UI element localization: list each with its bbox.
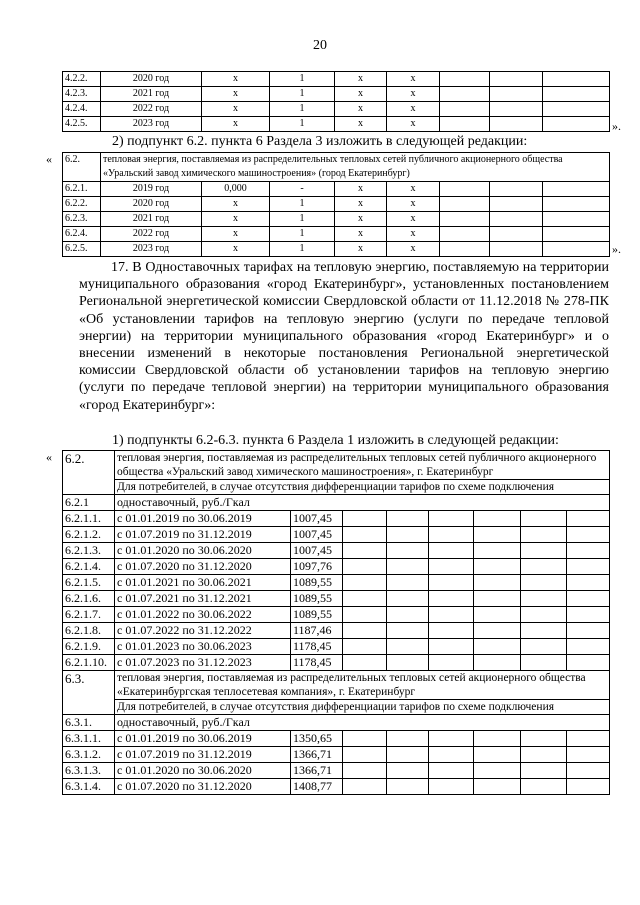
cell-num: 6.2.1.10. — [63, 655, 115, 671]
table-b-header-num: 6.2. — [63, 153, 101, 182]
cell-year: 2023 год — [101, 242, 202, 257]
cell-empty — [567, 655, 610, 671]
table-row — [63, 639, 610, 655]
cell-empty — [490, 87, 543, 102]
cell-period: с 01.01.2021 по 30.06.2021 — [115, 575, 291, 591]
cell-c1: 0,000 — [202, 182, 270, 197]
section-num: 6.3. — [63, 671, 115, 715]
cell-c2: 1 — [270, 87, 335, 102]
cell-empty — [343, 511, 387, 527]
cell-empty — [490, 242, 543, 257]
cell-empty — [543, 197, 610, 212]
cell-c2: 1 — [270, 117, 335, 132]
cell-empty — [387, 623, 429, 639]
table-row — [63, 182, 610, 197]
cell-empty — [567, 779, 610, 795]
cell-num: 6.2.1.9. — [63, 639, 115, 655]
table-row — [63, 242, 610, 257]
cell-empty — [429, 511, 474, 527]
cell-empty — [521, 527, 567, 543]
section-title: тепловая энергия, поставляемая из распределительных тепловых сетей публичного акционерного общества «Уральский завод химического машиностроения», г. Екатеринбург — [115, 451, 610, 480]
cell-empty — [543, 102, 610, 117]
cell-empty — [343, 607, 387, 623]
cell-c4: x — [387, 212, 440, 227]
cell-c2: 1 — [270, 197, 335, 212]
cell-empty — [387, 575, 429, 591]
cell-empty — [387, 747, 429, 763]
table-row — [63, 655, 610, 671]
cell-empty — [429, 527, 474, 543]
paragraph-17-text: 17. В Одноставочных тарифах на тепловую энергию, поставляемую на территории муниципального образования «город Екатеринбург», установленных постановлением Региональной энергетической комиссии Свердловской области от 11.12.2018 № 278-ПК «Об установлении тарифов на тепловую энергию (услуги по передаче тепловой энергии) на территории муниципального образования «город Екатеринбург» и о внесении изменений в некоторые постановления Региональной энергетической комиссии Свердловской области об установлении тарифов на тепловую энергию (услуги по передаче тепловой энергии) на территории муниципального образования «город Екатеринбург»: — [79, 260, 609, 413]
cell-num: 6.3.1.3. — [63, 763, 115, 779]
cell-num: 6.2.1.3. — [63, 543, 115, 559]
cell-empty — [343, 639, 387, 655]
cell-c2: - — [270, 182, 335, 197]
cell-value: 1366,71 — [291, 747, 343, 763]
cell-empty — [543, 87, 610, 102]
cell-value: 1089,55 — [291, 607, 343, 623]
table-b — [62, 152, 610, 257]
cell-empty — [567, 607, 610, 623]
cell-value: 1366,71 — [291, 763, 343, 779]
cell-c3: x — [335, 102, 387, 117]
cell-empty — [387, 591, 429, 607]
cell-num: 6.2.1.8. — [63, 623, 115, 639]
subpoint-1: 1) подпункты 6.2-6.3. пункта 6 Раздела 1 изложить в следующей редакции: — [112, 433, 559, 448]
cell-empty — [474, 655, 521, 671]
cell-c4: x — [387, 72, 440, 87]
cell-empty — [543, 117, 610, 132]
cell-num: 6.2.1. — [63, 182, 101, 197]
cell-empty — [440, 87, 490, 102]
cell-c1: x — [202, 212, 270, 227]
cell-c1: x — [202, 227, 270, 242]
cell-c1: x — [202, 102, 270, 117]
cell-empty — [521, 639, 567, 655]
unit-label: одноставочный, руб./Гкал — [115, 495, 610, 511]
cell-empty — [474, 639, 521, 655]
cell-c4: x — [387, 87, 440, 102]
cell-empty — [387, 655, 429, 671]
unit-num: 6.3.1. — [63, 715, 115, 731]
cell-empty — [387, 607, 429, 623]
cell-empty — [567, 623, 610, 639]
cell-empty — [490, 212, 543, 227]
cell-num: 6.2.3. — [63, 212, 101, 227]
cell-empty — [567, 639, 610, 655]
cell-year: 2021 год — [101, 87, 202, 102]
table-row — [63, 575, 610, 591]
cell-empty — [387, 731, 429, 747]
table-row — [63, 591, 610, 607]
cell-c4: x — [387, 227, 440, 242]
cell-year: 2022 год — [101, 102, 202, 117]
cell-c2: 1 — [270, 227, 335, 242]
cell-c1: x — [202, 72, 270, 87]
cell-year: 2023 год — [101, 117, 202, 132]
table-c — [62, 450, 610, 795]
cell-empty — [343, 543, 387, 559]
cell-value: 1178,45 — [291, 639, 343, 655]
cell-empty — [343, 527, 387, 543]
table-row — [63, 511, 610, 527]
cell-c1: x — [202, 117, 270, 132]
section-title-row — [63, 451, 610, 480]
table-row — [63, 212, 610, 227]
cell-empty — [429, 559, 474, 575]
cell-num: 6.3.1.4. — [63, 779, 115, 795]
cell-num: 6.2.1.1. — [63, 511, 115, 527]
table-row — [63, 87, 610, 102]
cell-num: 6.2.5. — [63, 242, 101, 257]
table-row — [63, 763, 610, 779]
cell-empty — [387, 639, 429, 655]
cell-period: с 01.07.2021 по 31.12.2021 — [115, 591, 291, 607]
cell-empty — [490, 117, 543, 132]
cell-period: с 01.01.2020 по 30.06.2020 — [115, 763, 291, 779]
unit-row — [63, 495, 610, 511]
cell-empty — [521, 543, 567, 559]
cell-num: 6.2.2. — [63, 197, 101, 212]
cell-empty — [474, 607, 521, 623]
cell-value: 1350,65 — [291, 731, 343, 747]
cell-empty — [474, 623, 521, 639]
cell-value: 1097,76 — [291, 559, 343, 575]
cell-c3: x — [335, 197, 387, 212]
cell-empty — [474, 779, 521, 795]
cell-empty — [387, 527, 429, 543]
cell-empty — [474, 543, 521, 559]
cell-num: 6.3.1.2. — [63, 747, 115, 763]
cell-empty — [521, 575, 567, 591]
cell-period: с 01.07.2023 по 31.12.2023 — [115, 655, 291, 671]
open-quote-c: « — [46, 450, 52, 464]
cell-c2: 1 — [270, 102, 335, 117]
table-row — [63, 527, 610, 543]
cell-year: 2021 год — [101, 212, 202, 227]
close-quote-a: ». — [612, 119, 621, 133]
cell-empty — [474, 763, 521, 779]
cell-empty — [474, 747, 521, 763]
cell-value: 1007,45 — [291, 543, 343, 559]
cell-period: с 01.07.2020 по 31.12.2020 — [115, 779, 291, 795]
cell-empty — [490, 102, 543, 117]
cell-empty — [440, 102, 490, 117]
cell-empty — [490, 182, 543, 197]
table-row — [63, 779, 610, 795]
cell-num: 6.3.1.1. — [63, 731, 115, 747]
cell-value: 1408,77 — [291, 779, 343, 795]
cell-empty — [440, 72, 490, 87]
cell-value: 1089,55 — [291, 575, 343, 591]
cell-empty — [490, 72, 543, 87]
cell-empty — [567, 575, 610, 591]
table-row — [63, 559, 610, 575]
cell-empty — [474, 731, 521, 747]
cell-empty — [440, 117, 490, 132]
cell-empty — [490, 227, 543, 242]
cell-empty — [521, 747, 567, 763]
cell-empty — [429, 655, 474, 671]
section-title-row — [63, 671, 610, 700]
cell-empty — [521, 559, 567, 575]
cell-year: 2022 год — [101, 227, 202, 242]
cell-empty — [474, 511, 521, 527]
cell-empty — [567, 559, 610, 575]
cell-empty — [543, 212, 610, 227]
cell-num: 4.2.4. — [63, 102, 101, 117]
cell-empty — [521, 623, 567, 639]
cell-empty — [521, 511, 567, 527]
cell-c3: x — [335, 117, 387, 132]
cell-c4: x — [387, 182, 440, 197]
paragraph-17 — [79, 259, 609, 414]
cell-empty — [343, 655, 387, 671]
table-row — [63, 731, 610, 747]
consumers-row — [63, 700, 610, 715]
cell-empty — [429, 747, 474, 763]
page-number: 20 — [313, 38, 327, 53]
cell-period: с 01.07.2020 по 31.12.2020 — [115, 559, 291, 575]
cell-empty — [343, 763, 387, 779]
cell-empty — [429, 575, 474, 591]
cell-empty — [440, 182, 490, 197]
cell-value: 1089,55 — [291, 591, 343, 607]
cell-empty — [387, 779, 429, 795]
cell-empty — [343, 559, 387, 575]
cell-empty — [343, 779, 387, 795]
cell-period: с 01.07.2019 по 31.12.2019 — [115, 527, 291, 543]
cell-empty — [429, 607, 474, 623]
cell-c1: x — [202, 242, 270, 257]
cell-c4: x — [387, 242, 440, 257]
subpoint-2: 2) подпункт 6.2. пункта 6 Раздела 3 изложить в следующей редакции: — [112, 134, 528, 149]
unit-label: одноставочный, руб./Гкал — [115, 715, 610, 731]
cell-empty — [429, 639, 474, 655]
cell-empty — [521, 607, 567, 623]
cell-period: с 01.01.2020 по 30.06.2020 — [115, 543, 291, 559]
cell-year: 2019 год — [101, 182, 202, 197]
cell-c3: x — [335, 242, 387, 257]
cell-empty — [387, 763, 429, 779]
cell-empty — [521, 779, 567, 795]
cell-empty — [543, 242, 610, 257]
cell-empty — [429, 731, 474, 747]
cell-empty — [440, 242, 490, 257]
cell-empty — [343, 623, 387, 639]
unit-row — [63, 715, 610, 731]
cell-empty — [474, 575, 521, 591]
cell-empty — [343, 747, 387, 763]
close-quote-b: ». — [612, 242, 621, 256]
cell-c3: x — [335, 72, 387, 87]
cell-empty — [387, 511, 429, 527]
cell-c3: x — [335, 227, 387, 242]
cell-period: с 01.01.2019 по 30.06.2019 — [115, 731, 291, 747]
cell-empty — [543, 182, 610, 197]
cell-value: 1007,45 — [291, 527, 343, 543]
cell-empty — [490, 197, 543, 212]
cell-empty — [429, 623, 474, 639]
cell-c4: x — [387, 102, 440, 117]
cell-empty — [429, 779, 474, 795]
cell-empty — [567, 527, 610, 543]
cell-c3: x — [335, 212, 387, 227]
cell-empty — [343, 591, 387, 607]
consumers-text: Для потребителей, в случае отсутствия дифференциации тарифов по схеме подключения — [115, 700, 610, 715]
cell-empty — [343, 731, 387, 747]
cell-num: 6.2.1.4. — [63, 559, 115, 575]
cell-num: 6.2.4. — [63, 227, 101, 242]
unit-num: 6.2.1 — [63, 495, 115, 511]
consumers-row — [63, 480, 610, 495]
cell-period: с 01.07.2022 по 31.12.2022 — [115, 623, 291, 639]
cell-empty — [474, 559, 521, 575]
table-a — [62, 71, 610, 132]
cell-c1: x — [202, 87, 270, 102]
cell-empty — [440, 212, 490, 227]
cell-empty — [567, 763, 610, 779]
cell-empty — [429, 763, 474, 779]
cell-c3: x — [335, 182, 387, 197]
cell-empty — [440, 197, 490, 212]
cell-num: 4.2.5. — [63, 117, 101, 132]
table-row — [63, 227, 610, 242]
cell-value: 1187,46 — [291, 623, 343, 639]
cell-empty — [567, 511, 610, 527]
cell-c4: x — [387, 117, 440, 132]
cell-period: с 01.07.2019 по 31.12.2019 — [115, 747, 291, 763]
cell-empty — [567, 731, 610, 747]
cell-num: 6.2.1.7. — [63, 607, 115, 623]
table-row — [63, 102, 610, 117]
table-row — [63, 72, 610, 87]
cell-period: с 01.01.2022 по 30.06.2022 — [115, 607, 291, 623]
cell-value: 1178,45 — [291, 655, 343, 671]
cell-year: 2020 год — [101, 72, 202, 87]
cell-empty — [543, 72, 610, 87]
consumers-text: Для потребителей, в случае отсутствия дифференциации тарифов по схеме подключения — [115, 480, 610, 495]
table-row — [63, 623, 610, 639]
cell-c3: x — [335, 87, 387, 102]
table-row — [63, 607, 610, 623]
cell-empty — [387, 559, 429, 575]
cell-empty — [440, 227, 490, 242]
cell-num: 6.2.1.6. — [63, 591, 115, 607]
cell-empty — [521, 731, 567, 747]
section-title: тепловая энергия, поставляемая из распределительных тепловых сетей акционерного общества «Екатеринбургская теплосетевая компания», г. Екатеринбург — [115, 671, 610, 700]
table-row — [63, 197, 610, 212]
cell-c2: 1 — [270, 212, 335, 227]
cell-c2: 1 — [270, 242, 335, 257]
cell-num: 6.2.1.2. — [63, 527, 115, 543]
cell-empty — [429, 591, 474, 607]
cell-empty — [521, 591, 567, 607]
cell-empty — [521, 763, 567, 779]
cell-value: 1007,45 — [291, 511, 343, 527]
cell-empty — [567, 747, 610, 763]
open-quote-b: « — [46, 152, 52, 166]
cell-c1: x — [202, 197, 270, 212]
table-row — [63, 747, 610, 763]
cell-c4: x — [387, 197, 440, 212]
cell-empty — [387, 543, 429, 559]
cell-num: 4.2.2. — [63, 72, 101, 87]
cell-empty — [474, 591, 521, 607]
table-row — [63, 117, 610, 132]
cell-empty — [474, 527, 521, 543]
section-num: 6.2. — [63, 451, 115, 495]
cell-empty — [567, 543, 610, 559]
cell-period: с 01.01.2019 по 30.06.2019 — [115, 511, 291, 527]
cell-empty — [343, 575, 387, 591]
cell-empty — [521, 655, 567, 671]
cell-year: 2020 год — [101, 197, 202, 212]
cell-empty — [543, 227, 610, 242]
cell-empty — [567, 591, 610, 607]
cell-c2: 1 — [270, 72, 335, 87]
table-row — [63, 543, 610, 559]
table-b-header-text: тепловая энергия, поставляемая из распределительных тепловых сетей публичного акционерного общества «Уральский завод химического машиностроения» (город Екатеринбург) — [101, 153, 610, 182]
cell-num: 6.2.1.5. — [63, 575, 115, 591]
cell-empty — [429, 543, 474, 559]
cell-num: 4.2.3. — [63, 87, 101, 102]
cell-period: с 01.01.2023 по 30.06.2023 — [115, 639, 291, 655]
